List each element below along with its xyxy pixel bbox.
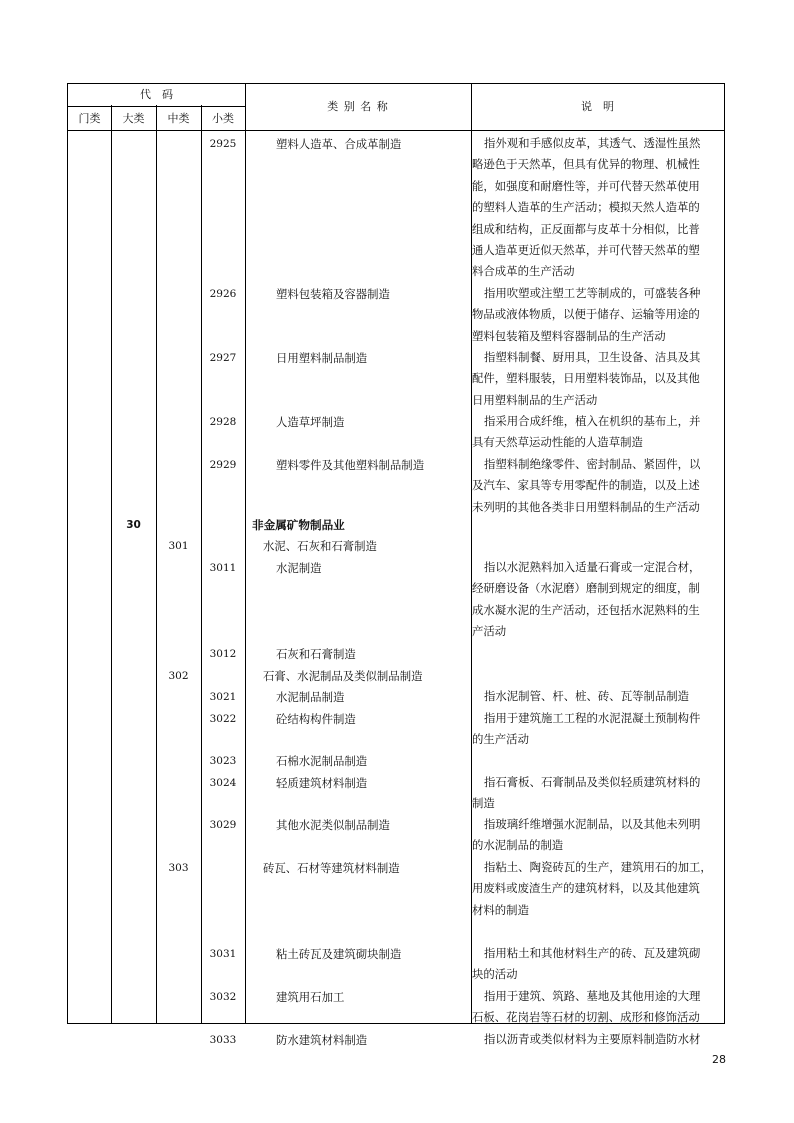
description-line: 略逊色于天然革，但具有优异的物理、机械性 [472, 157, 700, 172]
category-name: 日用塑料制品制造 [276, 351, 368, 365]
description-line: 指石膏板、石膏制品及类似轻质建筑材料的 [484, 775, 701, 789]
description-line: 指粘土、陶瓷砖瓦的生产，建筑用石的加工， [484, 860, 712, 874]
description-line: 指用于建筑、筑路、墓地及其他用途的大理 [484, 989, 701, 1003]
description-line: 指用于建筑施工工程的水泥混凝土预制构件 [484, 711, 701, 725]
description-line: 物品或液体物质，以便于储存、运输等用途的 [472, 307, 700, 322]
category-name: 石膏、水泥制品及类似制品制造 [263, 669, 423, 683]
category-description [472, 557, 724, 643]
description-line: 指塑料制餐、厨用具，卫生设备、洁具及其 [484, 350, 701, 364]
category-name: 塑料人造革、合成革制造 [276, 137, 402, 151]
header-bottom-rule [68, 130, 724, 131]
col-divider [201, 84, 202, 1023]
description-line: 具有天然草运动性能的人造草制造 [472, 435, 643, 450]
col-divider [245, 84, 246, 1023]
category-description [472, 814, 724, 857]
description-line: 指采用合成纤维，植入在机织的基布上，并 [484, 414, 701, 428]
category-description [472, 686, 724, 707]
dalei-code: 30 [126, 519, 141, 531]
category-name: 水泥制造 [276, 561, 322, 575]
xiaolei-code: 3033 [209, 1034, 237, 1046]
category-description [472, 1029, 724, 1050]
description-line: 指以沥青或类似材料为主要原料制造防水材 [484, 1032, 701, 1046]
zhonglei-code: 301 [168, 540, 189, 552]
xiaolei-code: 2928 [209, 416, 237, 428]
col-menlei-header: 门类 [78, 112, 101, 125]
description-line: 成水凝水泥的生产活动，还包括水泥熟料的生 [472, 602, 700, 617]
description-line: 用废料或废渣生产的建筑材料，以及其他建筑 [472, 881, 700, 896]
category-name: 塑料包装箱及容器制造 [276, 287, 390, 301]
xiaolei-code: 3011 [209, 562, 237, 574]
col-divider [111, 84, 112, 1023]
description-line: 通人造革更近似天然革，并可代替天然革的塑 [472, 242, 700, 257]
xiaolei-code: 2927 [209, 352, 237, 364]
xiaolei-code: 3029 [209, 819, 237, 831]
description-line: 制造 [472, 796, 495, 811]
col-zhonglei-header: 中类 [167, 112, 190, 125]
description-line: 石板、花岗岩等石材的切割、成形和修饰活动 [472, 1010, 700, 1025]
zhonglei-code: 303 [168, 862, 189, 874]
xiaolei-code: 3032 [209, 991, 237, 1003]
zhonglei-code: 302 [168, 670, 189, 682]
category-description [472, 772, 724, 815]
category-name: 水泥、石灰和石膏制造 [263, 539, 377, 553]
category-description [472, 943, 724, 986]
category-description [472, 857, 724, 921]
xiaolei-code: 3031 [209, 948, 237, 960]
xiaolei-code: 2929 [209, 459, 237, 471]
xiaolei-code: 3021 [209, 691, 237, 703]
description-line: 能，如强度和耐磨性等，并可代替天然革使用 [472, 178, 700, 193]
category-name: 防水建筑材料制造 [276, 1033, 368, 1047]
description-line: 材料的制造 [472, 902, 529, 917]
category-name: 建筑用石加工 [276, 990, 345, 1004]
description-line: 指以水泥熟料加入适量石膏或一定混合材， [484, 560, 701, 574]
col-divider [156, 84, 157, 1023]
description-line: 日用塑料制品的生产活动 [472, 392, 598, 407]
description-line: 及汽车、家具等专用零配件的制造，以及上述 [472, 478, 700, 493]
category-name: 砖瓦、石材等建筑材料制造 [263, 861, 400, 875]
description-line: 的水泥制品的制造 [472, 838, 564, 853]
category-name: 石棉水泥制品制造 [276, 754, 368, 768]
description-line: 指用粘土和其他材料生产的砖、瓦及建筑砌 [484, 946, 701, 960]
description-line: 的生产活动 [472, 732, 529, 747]
col-name-header: 类 别 名 称 [327, 100, 389, 113]
col-desc-header: 说 明 [581, 100, 614, 113]
category-name: 粘土砖瓦及建筑砌块制造 [276, 947, 402, 961]
category-name: 水泥制品制造 [276, 690, 345, 704]
col-dalei-header: 大类 [122, 112, 145, 125]
description-line: 料合成革的生产活动 [472, 264, 575, 279]
code-group-header: 代 码 [140, 88, 173, 101]
header-subdivider [68, 106, 245, 107]
category-name: 其他水泥类似制品制造 [276, 818, 390, 832]
category-name: 人造草坪制造 [276, 415, 345, 429]
page-number: 28 [712, 1053, 726, 1066]
xiaolei-code: 3012 [209, 648, 237, 660]
category-name: 非金属矿物制品业 [252, 518, 345, 532]
description-line: 块的活动 [472, 967, 518, 982]
description-line: 组成和结构，正反面都与皮革十分相似，比普 [472, 221, 700, 236]
xiaolei-code: 2925 [209, 138, 237, 150]
classification-table [67, 83, 725, 1047]
description-line: 指水泥制管、杆、桩、砖、瓦等制品制造 [484, 689, 690, 703]
description-line: 指塑料制绝缘零件、密封制品、紧固件，以 [484, 457, 701, 471]
description-line: 指外观和手感似皮革，其透气、透湿性虽然 [484, 136, 701, 150]
description-line: 配件，塑料服装，日用塑料装饰品，以及其他 [472, 371, 700, 386]
category-description [472, 411, 724, 454]
description-line: 经研磨设备（水泥磨）磨制到规定的细度，制 [472, 581, 700, 596]
category-name: 砼结构构件制造 [276, 712, 356, 726]
category-description [472, 986, 724, 1029]
xiaolei-code: 3024 [209, 777, 237, 789]
category-description [472, 133, 724, 283]
description-line: 未列明的其他各类非日用塑料制品的生产活动 [472, 499, 700, 514]
description-line: 指用吹塑或注塑工艺等制成的，可盛装各种 [484, 286, 701, 300]
description-line: 指玻璃纤维增强水泥制品，以及其他未列明 [484, 817, 701, 831]
category-description [472, 454, 724, 518]
description-line: 产活动 [472, 624, 507, 639]
category-description [472, 283, 724, 347]
category-name: 塑料零件及其他塑料制品制造 [276, 458, 425, 472]
col-xiaolei-header: 小类 [212, 112, 234, 125]
category-description [472, 347, 724, 411]
description-line: 塑料包装箱及塑料容器制品的生产活动 [472, 328, 666, 343]
xiaolei-code: 2926 [209, 288, 237, 300]
xiaolei-code: 3022 [209, 713, 237, 725]
category-name: 石灰和石膏制造 [276, 647, 356, 661]
category-name: 轻质建筑材料制造 [276, 776, 368, 790]
xiaolei-code: 3023 [209, 755, 237, 767]
category-description [472, 708, 724, 751]
description-line: 的塑料人造革的生产活动；模拟天然人造革的 [472, 200, 700, 215]
